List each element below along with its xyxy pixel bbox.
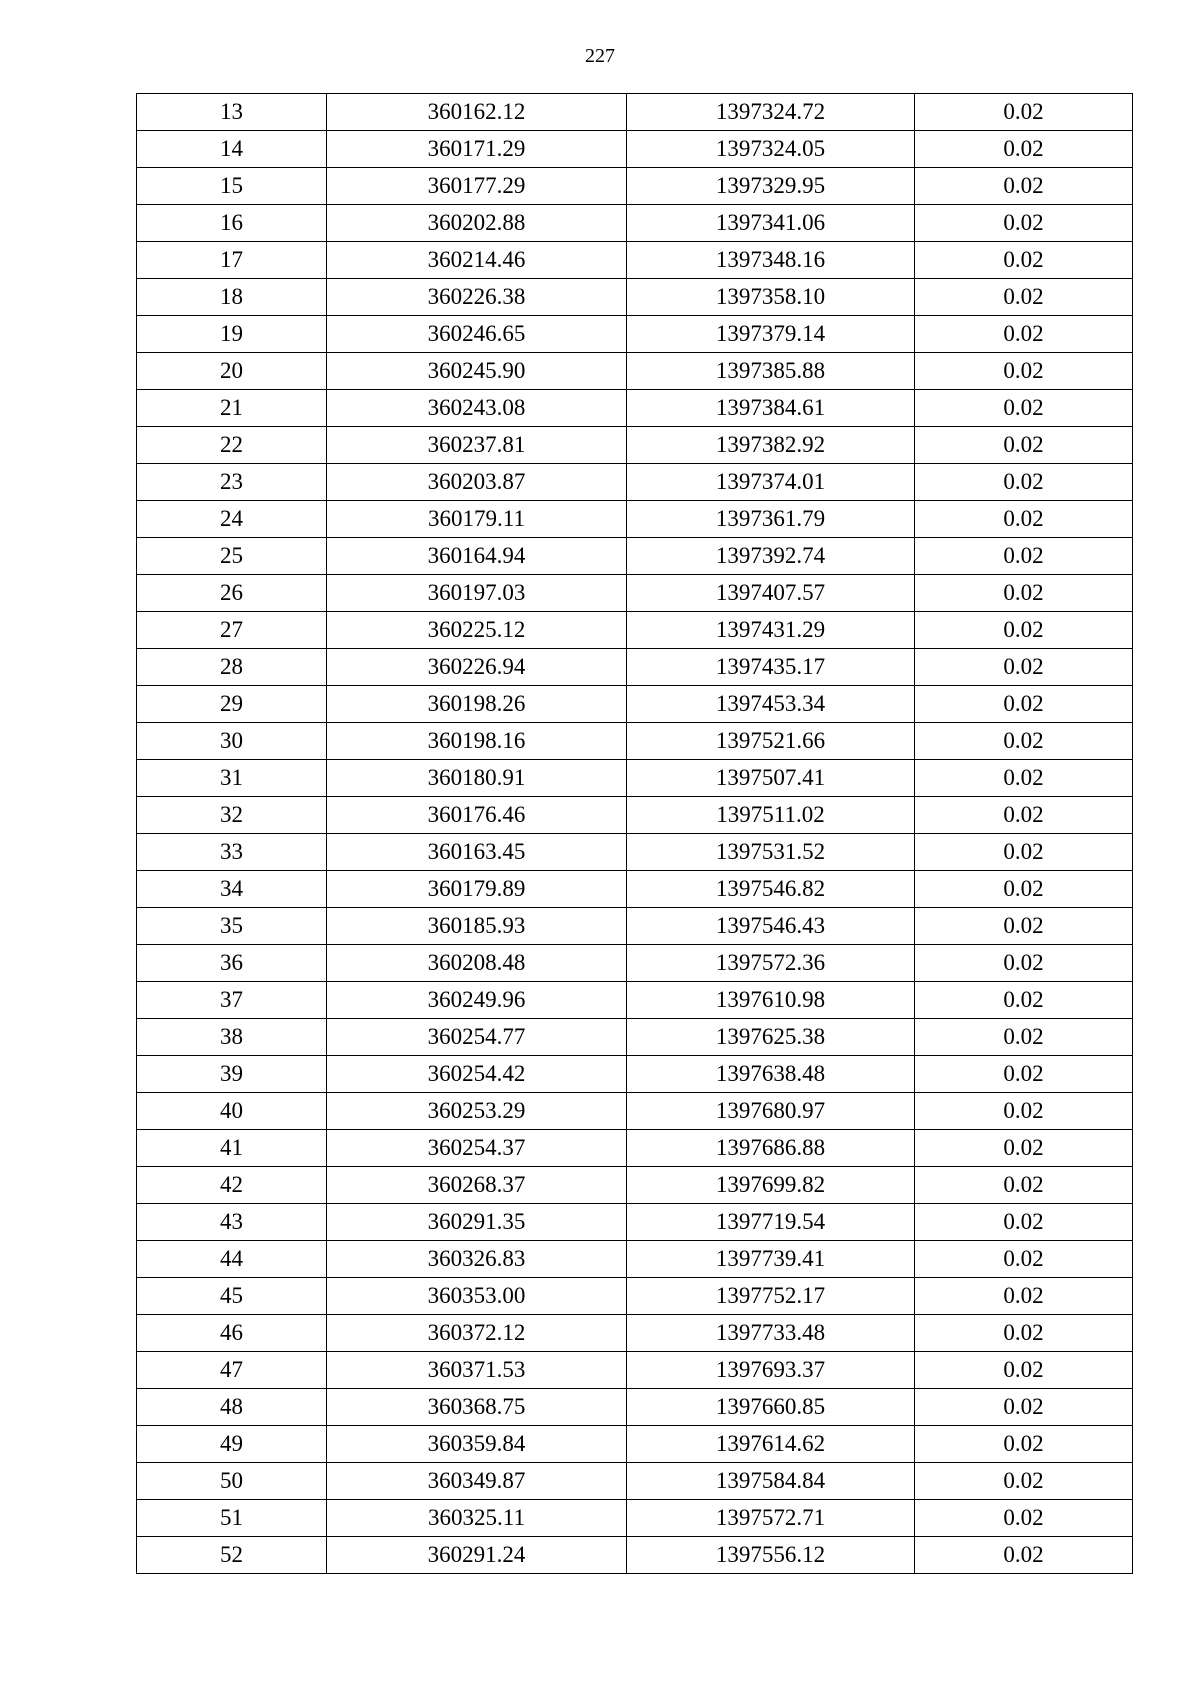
point-number-cell: 38 [137, 1019, 327, 1056]
value-cell: 0.02 [915, 575, 1133, 612]
y-coordinate-cell: 1397556.12 [627, 1537, 915, 1574]
table-row [137, 1241, 1133, 1278]
y-coordinate-cell: 1397385.88 [627, 353, 915, 390]
value-cell: 0.02 [915, 1204, 1133, 1241]
table-row [137, 1389, 1133, 1426]
point-number-cell: 13 [137, 94, 327, 131]
point-number-cell: 29 [137, 686, 327, 723]
point-number-cell: 45 [137, 1278, 327, 1315]
point-number-cell: 22 [137, 427, 327, 464]
y-coordinate-cell: 1397719.54 [627, 1204, 915, 1241]
y-coordinate-cell: 1397733.48 [627, 1315, 915, 1352]
point-number-cell: 14 [137, 131, 327, 168]
x-coordinate-cell: 360226.94 [327, 649, 627, 686]
y-coordinate-cell: 1397392.74 [627, 538, 915, 575]
point-number-cell: 15 [137, 168, 327, 205]
table-row [137, 1426, 1133, 1463]
y-coordinate-cell: 1397660.85 [627, 1389, 915, 1426]
table-row [137, 908, 1133, 945]
point-number-cell: 41 [137, 1130, 327, 1167]
value-cell: 0.02 [915, 316, 1133, 353]
value-cell: 0.02 [915, 1463, 1133, 1500]
x-coordinate-cell: 360254.77 [327, 1019, 627, 1056]
table-row [137, 649, 1133, 686]
x-coordinate-cell: 360208.48 [327, 945, 627, 982]
table-row [137, 390, 1133, 427]
table-row [137, 760, 1133, 797]
y-coordinate-cell: 1397521.66 [627, 723, 915, 760]
point-number-cell: 36 [137, 945, 327, 982]
point-number-cell: 17 [137, 242, 327, 279]
y-coordinate-cell: 1397511.02 [627, 797, 915, 834]
table-row [137, 1352, 1133, 1389]
point-number-cell: 28 [137, 649, 327, 686]
x-coordinate-cell: 360268.37 [327, 1167, 627, 1204]
point-number-cell: 43 [137, 1204, 327, 1241]
point-number-cell: 44 [137, 1241, 327, 1278]
y-coordinate-cell: 1397329.95 [627, 168, 915, 205]
value-cell: 0.02 [915, 1019, 1133, 1056]
x-coordinate-cell: 360291.35 [327, 1204, 627, 1241]
x-coordinate-cell: 360202.88 [327, 205, 627, 242]
y-coordinate-cell: 1397546.82 [627, 871, 915, 908]
x-coordinate-cell: 360177.29 [327, 168, 627, 205]
value-cell: 0.02 [915, 797, 1133, 834]
value-cell: 0.02 [915, 501, 1133, 538]
x-coordinate-cell: 360163.45 [327, 834, 627, 871]
x-coordinate-cell: 360197.03 [327, 575, 627, 612]
point-number-cell: 47 [137, 1352, 327, 1389]
value-cell: 0.02 [915, 723, 1133, 760]
point-number-cell: 30 [137, 723, 327, 760]
value-cell: 0.02 [915, 1056, 1133, 1093]
table-row [137, 1204, 1133, 1241]
table-row [137, 723, 1133, 760]
y-coordinate-cell: 1397572.36 [627, 945, 915, 982]
x-coordinate-cell: 360203.87 [327, 464, 627, 501]
table-row [137, 501, 1133, 538]
value-cell: 0.02 [915, 908, 1133, 945]
table-row [137, 464, 1133, 501]
x-coordinate-cell: 360359.84 [327, 1426, 627, 1463]
y-coordinate-cell: 1397431.29 [627, 612, 915, 649]
value-cell: 0.02 [915, 390, 1133, 427]
x-coordinate-cell: 360179.11 [327, 501, 627, 538]
y-coordinate-cell: 1397686.88 [627, 1130, 915, 1167]
value-cell: 0.02 [915, 94, 1133, 131]
table-row [137, 575, 1133, 612]
value-cell: 0.02 [915, 1315, 1133, 1352]
table-row [137, 686, 1133, 723]
table-row [137, 316, 1133, 353]
y-coordinate-cell: 1397379.14 [627, 316, 915, 353]
table-row [137, 1167, 1133, 1204]
point-number-cell: 50 [137, 1463, 327, 1500]
x-coordinate-cell: 360226.38 [327, 279, 627, 316]
value-cell: 0.02 [915, 1426, 1133, 1463]
y-coordinate-cell: 1397361.79 [627, 501, 915, 538]
value-cell: 0.02 [915, 205, 1133, 242]
table-row [137, 1463, 1133, 1500]
point-number-cell: 40 [137, 1093, 327, 1130]
table-row [137, 538, 1133, 575]
point-number-cell: 26 [137, 575, 327, 612]
point-number-cell: 51 [137, 1500, 327, 1537]
y-coordinate-cell: 1397699.82 [627, 1167, 915, 1204]
x-coordinate-cell: 360176.46 [327, 797, 627, 834]
table-row [137, 834, 1133, 871]
table-row [137, 1056, 1133, 1093]
point-number-cell: 34 [137, 871, 327, 908]
point-number-cell: 52 [137, 1537, 327, 1574]
value-cell: 0.02 [915, 1167, 1133, 1204]
point-number-cell: 23 [137, 464, 327, 501]
y-coordinate-cell: 1397625.38 [627, 1019, 915, 1056]
x-coordinate-cell: 360353.00 [327, 1278, 627, 1315]
x-coordinate-cell: 360371.53 [327, 1352, 627, 1389]
value-cell: 0.02 [915, 464, 1133, 501]
y-coordinate-cell: 1397435.17 [627, 649, 915, 686]
x-coordinate-cell: 360254.37 [327, 1130, 627, 1167]
value-cell: 0.02 [915, 538, 1133, 575]
table-row [137, 871, 1133, 908]
value-cell: 0.02 [915, 1130, 1133, 1167]
y-coordinate-cell: 1397739.41 [627, 1241, 915, 1278]
point-number-cell: 21 [137, 390, 327, 427]
table-row [137, 1130, 1133, 1167]
value-cell: 0.02 [915, 131, 1133, 168]
x-coordinate-cell: 360246.65 [327, 316, 627, 353]
point-number-cell: 32 [137, 797, 327, 834]
value-cell: 0.02 [915, 427, 1133, 464]
y-coordinate-cell: 1397610.98 [627, 982, 915, 1019]
x-coordinate-cell: 360164.94 [327, 538, 627, 575]
y-coordinate-cell: 1397507.41 [627, 760, 915, 797]
x-coordinate-cell: 360180.91 [327, 760, 627, 797]
point-number-cell: 20 [137, 353, 327, 390]
table-row [137, 279, 1133, 316]
table-row [137, 1537, 1133, 1574]
page-number: 227 [585, 45, 615, 67]
point-number-cell: 49 [137, 1426, 327, 1463]
value-cell: 0.02 [915, 1500, 1133, 1537]
value-cell: 0.02 [915, 1389, 1133, 1426]
x-coordinate-cell: 360291.24 [327, 1537, 627, 1574]
y-coordinate-cell: 1397752.17 [627, 1278, 915, 1315]
table-row [137, 797, 1133, 834]
y-coordinate-cell: 1397382.92 [627, 427, 915, 464]
value-cell: 0.02 [915, 168, 1133, 205]
table-row [137, 242, 1133, 279]
y-coordinate-cell: 1397324.05 [627, 131, 915, 168]
point-number-cell: 48 [137, 1389, 327, 1426]
y-coordinate-cell: 1397341.06 [627, 205, 915, 242]
y-coordinate-cell: 1397407.57 [627, 575, 915, 612]
value-cell: 0.02 [915, 686, 1133, 723]
value-cell: 0.02 [915, 760, 1133, 797]
value-cell: 0.02 [915, 1093, 1133, 1130]
point-number-cell: 31 [137, 760, 327, 797]
x-coordinate-cell: 360368.75 [327, 1389, 627, 1426]
table-row [137, 168, 1133, 205]
y-coordinate-cell: 1397324.72 [627, 94, 915, 131]
point-number-cell: 46 [137, 1315, 327, 1352]
x-coordinate-cell: 360249.96 [327, 982, 627, 1019]
x-coordinate-cell: 360253.29 [327, 1093, 627, 1130]
y-coordinate-cell: 1397546.43 [627, 908, 915, 945]
table-row [137, 982, 1133, 1019]
x-coordinate-cell: 360179.89 [327, 871, 627, 908]
x-coordinate-cell: 360326.83 [327, 1241, 627, 1278]
y-coordinate-cell: 1397693.37 [627, 1352, 915, 1389]
value-cell: 0.02 [915, 1537, 1133, 1574]
x-coordinate-cell: 360245.90 [327, 353, 627, 390]
y-coordinate-cell: 1397680.97 [627, 1093, 915, 1130]
point-number-cell: 39 [137, 1056, 327, 1093]
x-coordinate-cell: 360325.11 [327, 1500, 627, 1537]
value-cell: 0.02 [915, 353, 1133, 390]
x-coordinate-cell: 360214.46 [327, 242, 627, 279]
table-row [137, 1500, 1133, 1537]
value-cell: 0.02 [915, 871, 1133, 908]
x-coordinate-cell: 360225.12 [327, 612, 627, 649]
table-row [137, 1093, 1133, 1130]
table-row [137, 1019, 1133, 1056]
point-number-cell: 33 [137, 834, 327, 871]
x-coordinate-cell: 360185.93 [327, 908, 627, 945]
value-cell: 0.02 [915, 1278, 1133, 1315]
x-coordinate-cell: 360198.26 [327, 686, 627, 723]
x-coordinate-cell: 360349.87 [327, 1463, 627, 1500]
table-row [137, 945, 1133, 982]
x-coordinate-cell: 360254.42 [327, 1056, 627, 1093]
value-cell: 0.02 [915, 279, 1133, 316]
x-coordinate-cell: 360243.08 [327, 390, 627, 427]
table-row [137, 612, 1133, 649]
y-coordinate-cell: 1397358.10 [627, 279, 915, 316]
y-coordinate-cell: 1397348.16 [627, 242, 915, 279]
x-coordinate-cell: 360162.12 [327, 94, 627, 131]
table-row [137, 353, 1133, 390]
table-row [137, 1315, 1133, 1352]
value-cell: 0.02 [915, 945, 1133, 982]
table-row [137, 1278, 1133, 1315]
y-coordinate-cell: 1397614.62 [627, 1426, 915, 1463]
y-coordinate-cell: 1397572.71 [627, 1500, 915, 1537]
value-cell: 0.02 [915, 1241, 1133, 1278]
table-row [137, 205, 1133, 242]
x-coordinate-cell: 360237.81 [327, 427, 627, 464]
y-coordinate-cell: 1397584.84 [627, 1463, 915, 1500]
point-number-cell: 16 [137, 205, 327, 242]
y-coordinate-cell: 1397531.52 [627, 834, 915, 871]
x-coordinate-cell: 360198.16 [327, 723, 627, 760]
value-cell: 0.02 [915, 242, 1133, 279]
value-cell: 0.02 [915, 982, 1133, 1019]
y-coordinate-cell: 1397453.34 [627, 686, 915, 723]
coordinate-table-body [137, 94, 1133, 1574]
x-coordinate-cell: 360171.29 [327, 131, 627, 168]
value-cell: 0.02 [915, 834, 1133, 871]
coordinate-table [136, 93, 1133, 1574]
point-number-cell: 19 [137, 316, 327, 353]
point-number-cell: 24 [137, 501, 327, 538]
value-cell: 0.02 [915, 649, 1133, 686]
y-coordinate-cell: 1397374.01 [627, 464, 915, 501]
point-number-cell: 18 [137, 279, 327, 316]
y-coordinate-cell: 1397638.48 [627, 1056, 915, 1093]
table-row [137, 131, 1133, 168]
table-row [137, 94, 1133, 131]
point-number-cell: 35 [137, 908, 327, 945]
point-number-cell: 25 [137, 538, 327, 575]
y-coordinate-cell: 1397384.61 [627, 390, 915, 427]
value-cell: 0.02 [915, 1352, 1133, 1389]
point-number-cell: 37 [137, 982, 327, 1019]
x-coordinate-cell: 360372.12 [327, 1315, 627, 1352]
point-number-cell: 27 [137, 612, 327, 649]
table-row [137, 427, 1133, 464]
point-number-cell: 42 [137, 1167, 327, 1204]
value-cell: 0.02 [915, 612, 1133, 649]
